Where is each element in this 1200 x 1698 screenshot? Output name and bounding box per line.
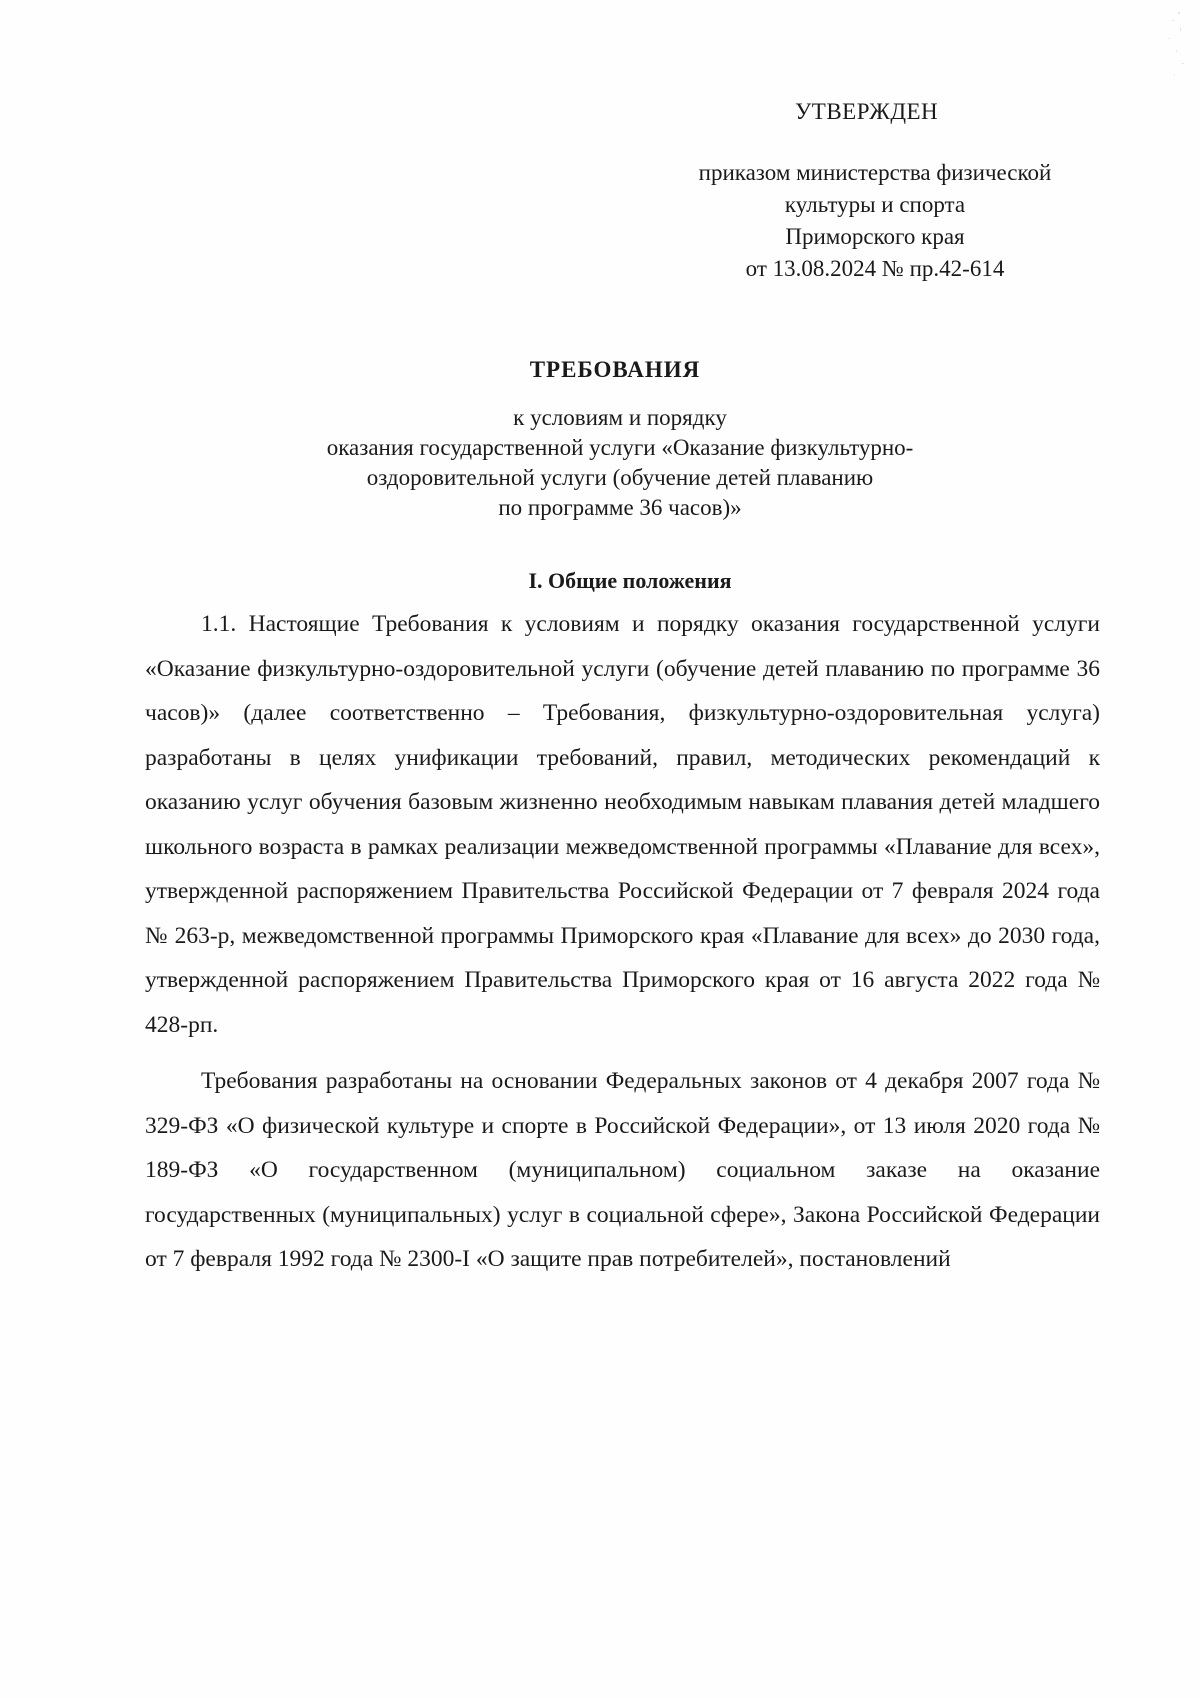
- approval-line-region: Приморского края: [785, 224, 965, 249]
- section-heading: I. Общие положения: [528, 568, 732, 593]
- approval-block: [640, 96, 1110, 285]
- document-title: ТРЕБОВАНИЯ: [529, 357, 701, 382]
- document-subtitle-line: к условиям и порядку: [513, 405, 727, 430]
- document-subtitle-line: оздоровительной услуги (обучение детей плаванию: [366, 465, 874, 490]
- paragraph: Требования разработаны на основании Федеральных законов от 4 декабря 2007 года № 329-ФЗ «О физической культуре и спорте в Российской Федерации», от 13 июля 2020 года № 189-ФЗ «О государственном (муниципальном) социальном заказе на оказание государственных (муниципальных) услуг в социальной сфере», Закона Российской Федерации от 7 февраля 1992 года № 2300-I «О защите прав потребителей», постановлений: [145, 1068, 1100, 1272]
- scan-artifact: [1158, 8, 1188, 88]
- document-subtitle-line: по программе 36 часов)»: [498, 495, 742, 520]
- document-subtitle-line: оказания государственной услуги «Оказание физкультурно-: [326, 435, 914, 460]
- approval-line-order: приказом министерства физической: [698, 160, 1052, 185]
- approval-title: УТВЕРЖДЕН: [795, 99, 939, 124]
- approval-line-date-number: от 13.08.2024 № пр.42-614: [745, 256, 1005, 281]
- section-body: [145, 602, 1100, 1282]
- document-title-block: [0, 355, 1200, 523]
- approval-line-ministry: культуры и спорта: [784, 192, 966, 217]
- paragraph: 1.1. Настоящие Требования к условиям и порядку оказания государственной услуги «Оказание физкультурно-оздоровительной услуги (обучение детей плаванию по программе 36 часов)» (далее соответственно – Требования, физкультурно-оздоровительная услуга) разработаны в целях унификации требований, правил, методических рекомендаций к оказанию услуг обучения базовым жизненно необходимым навыкам плавания детей младшего школьного возраста в рамках реализации межведомственной программы «Плавание для всех», утвержденной распоряжением Правительства Российской Федерации от 7 февраля 2024 года № 263-р, межведомственной программы Приморского края «Плавание для всех» до 2030 года, утвержденной распоряжением Правительства Приморского края от 16 августа 2022 года № 428-рп.: [145, 611, 1100, 1038]
